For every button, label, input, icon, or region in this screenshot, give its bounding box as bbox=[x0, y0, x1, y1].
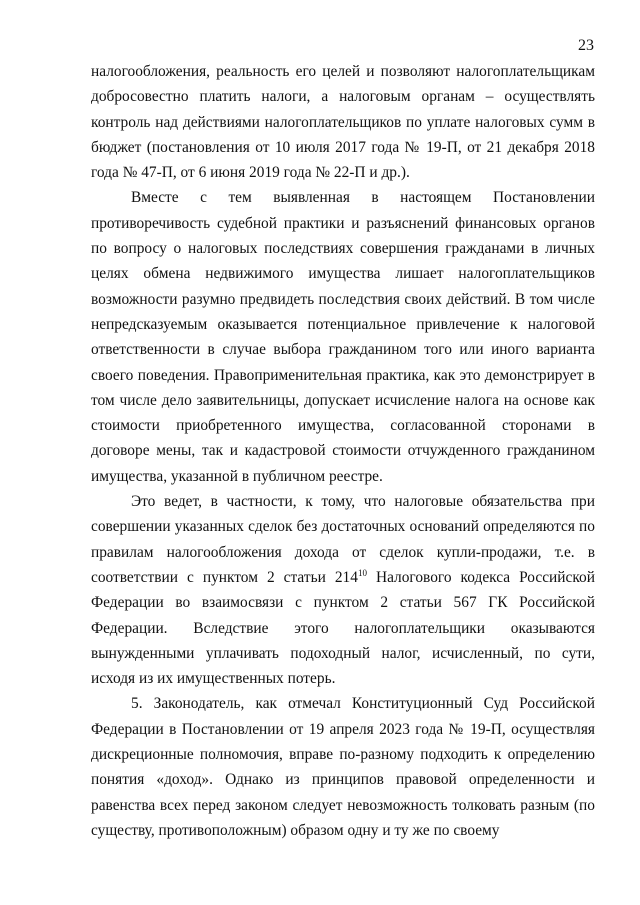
paragraph-consequence-text-before: Это ведет, в частности, к тому, что налоговые обязательства при совершении указанных сделок без достаточных оснований определяются по правилам налогообложения дохода от сделок купли-продажи, т.е. в соответствии с пунктом 2 статьи 214 bbox=[91, 493, 595, 586]
document-body bbox=[91, 59, 595, 843]
paragraph-consequence bbox=[91, 489, 595, 691]
article-superscript: 10 bbox=[357, 567, 367, 578]
paragraph-consequence-text-after: Налогового кодекса Российской Федерации во взаимосвязи с пунктом 2 статьи 567 ГК Российской Федерации. Вследствие этого налогоплательщики оказываются вынужденными уплачивать подоходный налог, исчисленный, по сути, исходя из их имущественных потерь. bbox=[91, 568, 595, 688]
page-number: 23 bbox=[578, 37, 594, 54]
paragraph-legislator: 5. Законодатель, как отмечал Конституционный Суд Российской Федерации в Постановлении от 19 апреля 2023 года № 19-П, осуществляя дискреционные полномочия, вправе по-разному подходить к определению понятия «доход». Однако из принципов правовой определенности и равенства всех перед законом следует невозможность толковать разным (по существу, противоположным) образом одну и ту же по своему bbox=[91, 695, 595, 839]
paragraph-contradiction: Вместе с тем выявленная в настоящем Постановлении противоречивость судебной практики и разъяснений финансовых органов по вопросу о налоговых последствиях совершения гражданами в личных целях обмена недвижимого имущества лишает налогоплательщиков возможности разумно предвидеть последствия своих действий. В том числе непредсказуемым оказывается потенциальное привлечение к налоговой ответственности в случае выбора гражданином того или иного варианта своего поведения. Правоприменительная практика, как это демонстрирует в том числе дело заявительницы, допускает исчисление налога на основе как стоимости приобретенного имущества, согласованной сторонами в договоре мены, так и кадастровой стоимости отчужденного гражданином имущества, указанной в публичном реестре. bbox=[91, 189, 595, 485]
paragraph-continuation: налогообложения, реальность его целей и позволяют налогоплательщикам добросовестно платить налоги, а налоговым органам – осуществлять контроль над действиями налогоплательщиков по уплате налоговых сумм в бюджет (постановления от 10 июля 2017 года № 19-П, от 21 декабря 2018 года № 47-П, от 6 июня 2019 года № 22-П и др.). bbox=[91, 63, 595, 182]
